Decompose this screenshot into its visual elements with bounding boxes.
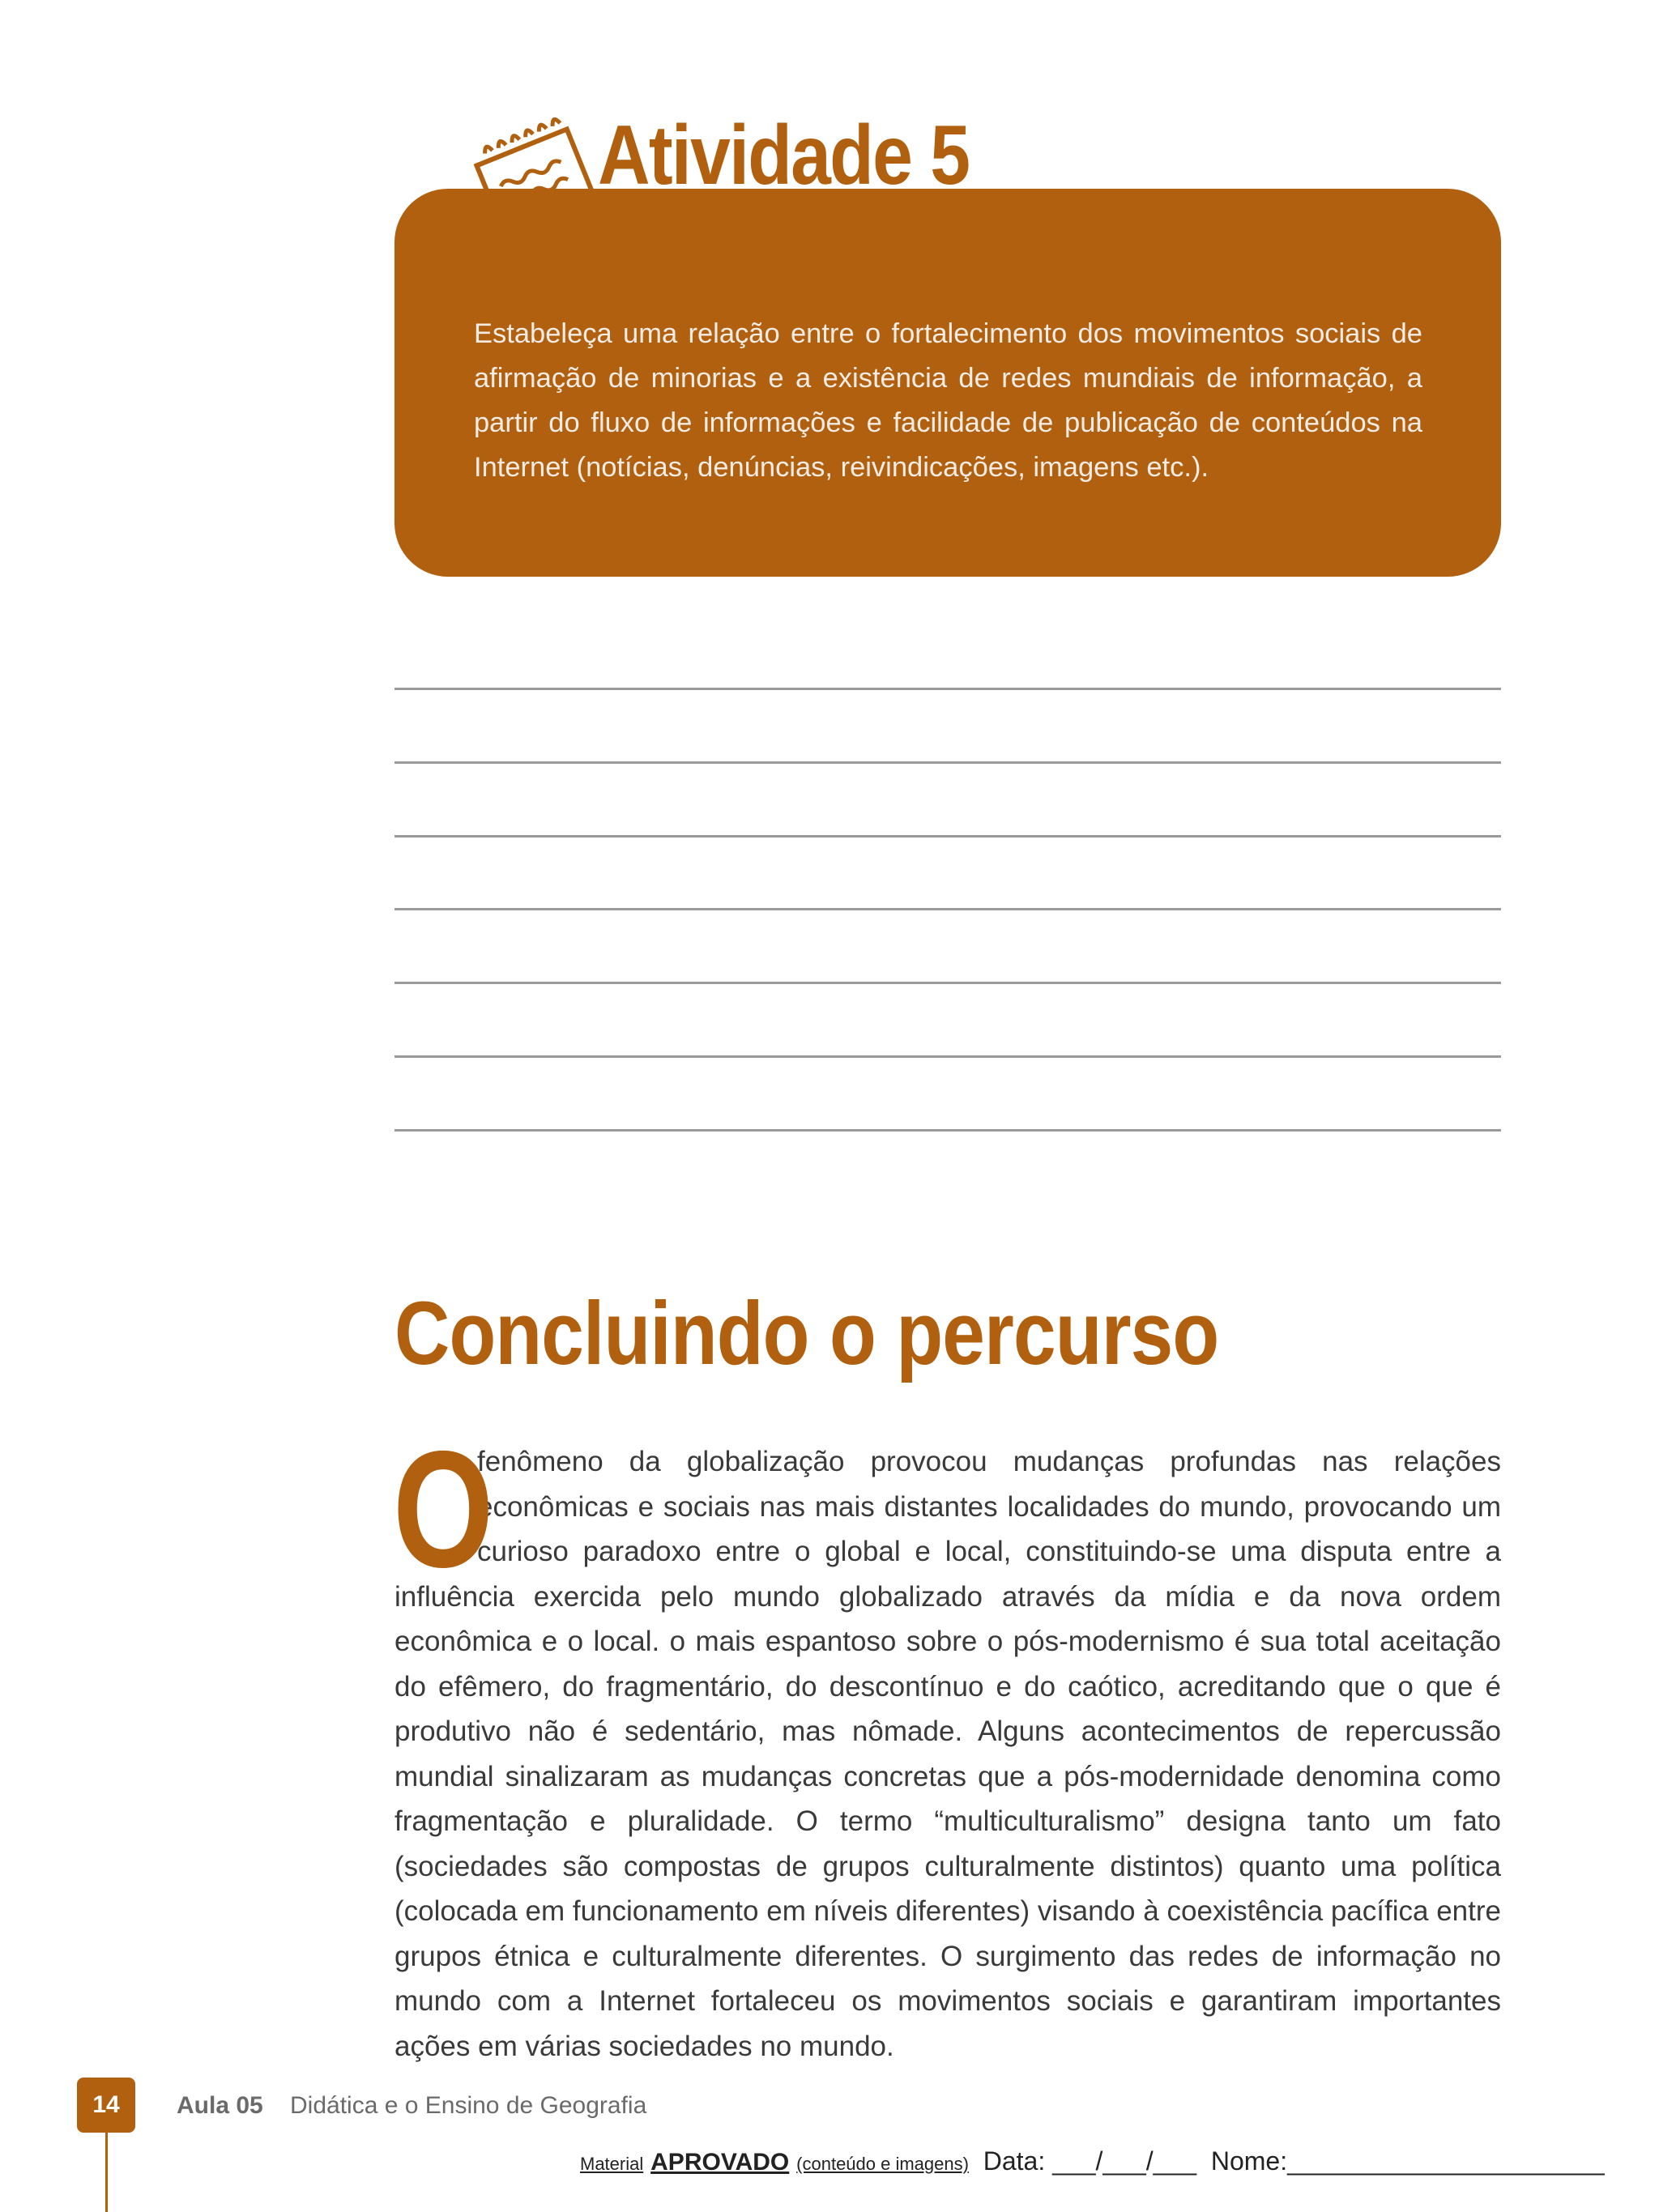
answer-line[interactable] (394, 908, 1501, 910)
answer-line[interactable] (394, 688, 1501, 690)
course-title: Didática e o Ensino de Geografia (290, 2092, 647, 2119)
footer-rule (105, 2126, 108, 2212)
lesson-label: Aula 05 (177, 2092, 263, 2119)
approval-name[interactable]: Nome:______________________ (1210, 2146, 1605, 2176)
answer-line[interactable] (394, 761, 1501, 764)
page-number: 14 (77, 2078, 135, 2133)
approval-scope: (conteúdo e imagens) (796, 2154, 969, 2174)
section-title: Concluindo o percurso (394, 1284, 1219, 1383)
answer-line[interactable] (394, 835, 1501, 837)
activity-prompt: Estabeleça uma relação entre o fortalecimento dos movimentos sociais de afirmação de minorias e a existência de redes mundiais de informação, a partir do fluxo de informações e facilidade de publicação de conteúdos na Internet (notícias, denúncias, reivindicações, imagens etc.). (474, 318, 1422, 483)
drop-cap: O (393, 1417, 494, 1602)
section-body (393, 1417, 1501, 2069)
approval-material: Material (580, 2154, 644, 2174)
answer-line[interactable] (394, 1129, 1501, 1132)
activity-title: Atividade 5 (598, 109, 970, 202)
answer-line[interactable] (394, 1055, 1501, 1058)
approval-stamp (580, 2146, 1605, 2176)
section-body-text: fenômeno da globalização provocou mudanças profundas nas relações econômicas e sociais nas mais distantes localidades do mundo, provocando um curioso paradoxo entre o global e local, constituindo-se uma disputa entre a influência exercida pelo mundo globalizado através da mídia e da nova ordem econômica e o local. o mais espantoso sobre o pós-modernismo é sua total aceitação do efêmero, do fragmentário, do descontínuo e do caótico, acreditando que o que é produtivo não é sedentário, mas nômade. Alguns acontecimentos de repercussão mundial sinalizaram as mudanças concretas que a pós-modernidade denomina como fragmentação e pluralidade. O termo “multiculturalismo” designa tanto um fato (sociedades são compostas de grupos culturalmente distintos) quanto uma política (colocada em funcionamento em níveis diferentes) visando à coexistência pacífica entre grupos étnica e culturalmente diferentes. O surgimento das redes de informação no mundo com a Internet fortaleceu os movimentos sociais e garantiram importantes ações em várias sociedades no mundo. (394, 1446, 1501, 2062)
approval-status: APROVADO (650, 2149, 790, 2176)
approval-date[interactable]: Data: ___/___/___ (983, 2146, 1197, 2176)
answer-line[interactable] (394, 982, 1501, 984)
